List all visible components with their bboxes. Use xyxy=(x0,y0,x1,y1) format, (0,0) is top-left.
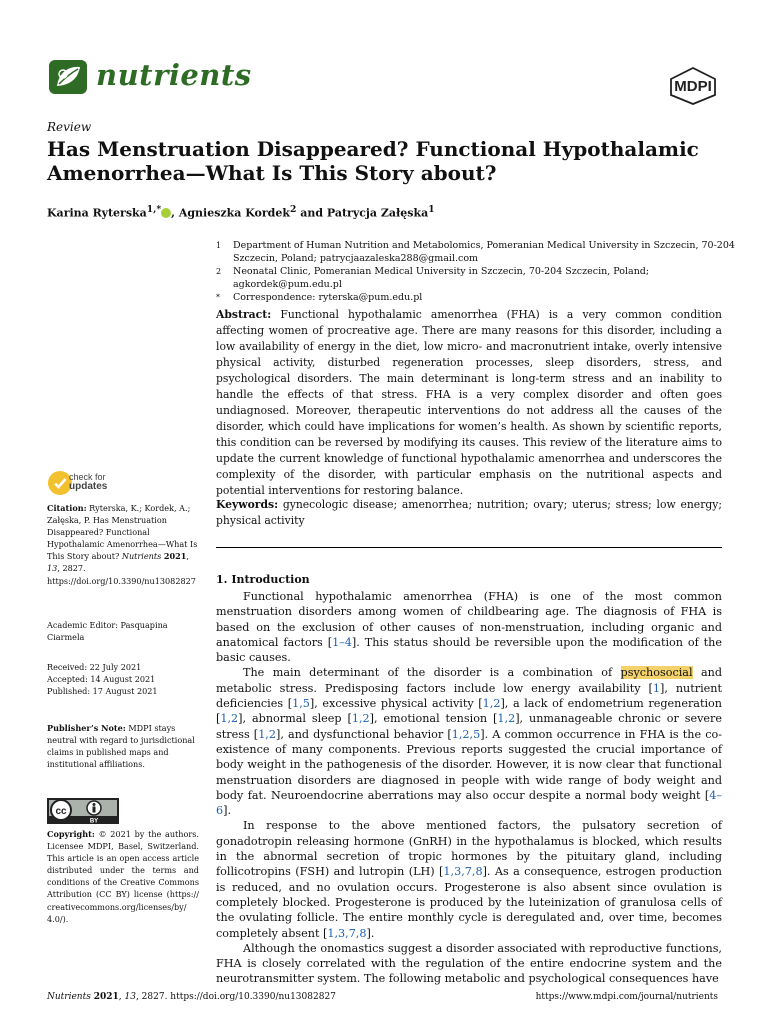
copyright-text: © 2021 by the authors. Licensee MDPI, Basel, Switzerland. This article is an open access article distributed under the terms and conditions of the Creative Commons Attribution (CC BY) license (https:// creativecommons.org/licenses/by/ 4.0/). xyxy=(47,829,199,924)
copyright-block xyxy=(47,828,199,925)
paragraph xyxy=(216,941,722,987)
page-footer xyxy=(47,992,718,1002)
section-title: Introduction xyxy=(231,573,310,586)
publisher-note xyxy=(47,722,199,770)
citation-ref-link[interactable]: 1,2 xyxy=(497,712,516,726)
keywords-text: gynecologic disease; amenorrhea; nutrition; ovary; uterus; stress; low energy; physical activity xyxy=(216,498,722,527)
received-date: Received: 22 July 2021 xyxy=(47,662,142,672)
affiliation-item xyxy=(216,239,736,265)
section-number: 1. xyxy=(216,573,228,586)
mdpi-logo xyxy=(668,65,718,105)
author-superscript: 2 xyxy=(290,204,297,215)
academic-editor: Academic Editor: Pasquapina Ciarmela xyxy=(47,620,168,643)
author-name[interactable]: Agnieszka Kordek xyxy=(178,206,290,220)
affiliation-text: Correspondence: ryterska@pum.edu.pl xyxy=(233,292,423,303)
citation-ref-link[interactable]: 1,3,7,8 xyxy=(443,865,483,879)
footer-volume: 13 xyxy=(124,992,136,1002)
footer-journal-url[interactable]: https://www.mdpi.com/journal/nutrients xyxy=(535,992,718,1002)
footer-journal: Nutrients xyxy=(47,992,91,1002)
publisher-note-text: MDPI stays neutral with regard to jurisdictional claims in published maps and institutional affiliations. xyxy=(47,723,195,770)
author-separator: , xyxy=(171,206,179,220)
body-text xyxy=(216,589,722,987)
footer-citation: Nutrients 2021, 13, 2827. https://doi.org/10.3390/nu13082827 xyxy=(47,992,336,1002)
affiliations xyxy=(216,239,736,304)
paragraph-text: ], emotional tension [ xyxy=(369,712,498,726)
citation-ref-link[interactable]: 1,2 xyxy=(482,697,501,711)
paragraph xyxy=(216,665,722,818)
author-superscript: 1,* xyxy=(146,204,162,215)
article-title: Has Menstruation Disappeared? Functional Hypothalamic Amenorrhea—What Is This Story about? xyxy=(47,137,699,185)
footer-doi[interactable]: , 2827. https://doi.org/10.3390/nu13082827 xyxy=(135,992,336,1002)
paragraph-text: ]. xyxy=(223,804,232,818)
cc-by-license-badge[interactable] xyxy=(47,798,119,824)
author-separator: and xyxy=(296,206,327,220)
section-heading xyxy=(216,573,310,586)
copyright-label: Copyright: xyxy=(47,829,95,839)
dates-block xyxy=(47,661,199,697)
citation-text: Ryterska, K.; Kordek, A.; Załęska, P. Has Menstruation Disappeared? Functional Hypothalamic Amenorrhea—What Is This Story about? xyxy=(47,503,198,562)
published-date: Published: 17 August 2021 xyxy=(47,686,158,697)
paragraph-text: ], and dysfunctional behavior [ xyxy=(275,727,452,741)
paragraph xyxy=(216,589,722,665)
citation-volume: 13 xyxy=(47,563,58,574)
abstract-label: Abstract: xyxy=(216,308,272,321)
paragraph-text: ], a lack of endometrium regeneration [ xyxy=(216,697,722,726)
paragraph-text: ]. This status should be reversible upon the modification of the basic causes. xyxy=(216,635,722,665)
paragraph-text: and metabolic stress. Predisposing factors include low energy availability [ xyxy=(216,666,723,695)
affiliation-mark: 1 xyxy=(216,241,222,250)
paragraph-text: ], nutrient deficiencies [ xyxy=(216,681,722,711)
abstract xyxy=(216,307,722,499)
paragraph-text: The main determinant of the disorder is a combination of xyxy=(243,666,621,680)
affiliation-item xyxy=(216,265,736,291)
section-divider xyxy=(216,547,722,548)
svg-text:cc: cc xyxy=(55,806,67,817)
citation-ref-link[interactable]: 1,3,7,8 xyxy=(327,926,367,940)
article-type: Review xyxy=(47,120,92,134)
citation-ref-link[interactable]: 1,2 xyxy=(258,727,276,741)
author-name[interactable]: Patrycja Załęska xyxy=(326,206,429,220)
paragraph-text: ], unmanageable chronic or severe stress [ xyxy=(216,712,722,741)
affiliation-text: Department of Human Nutrition and Metabolomics, Pomeranian Medical University in Szczecin, 70-204 Szczecin, Poland; patrycjaazaleska288@gmail.com xyxy=(233,240,735,264)
citation-ref-link[interactable]: 1–4 xyxy=(332,635,352,649)
keywords-label: Keywords: xyxy=(216,498,279,511)
citation-ref-link[interactable]: 1,5 xyxy=(292,697,310,711)
check-updates-line2: updates xyxy=(69,481,108,492)
paragraph-text: Functional hypothalamic amenorrhea (FHA) is one of the most common menstruation disorders among women of childbearing age. The diagnosis of FHA is based on the exclusion of other causes of non-menstruation, including organic and anatomical factors [ xyxy=(216,590,722,649)
paragraph-text: ]. xyxy=(366,926,375,940)
paragraph-text: ]. A common occurrence in FHA is the co-existence of many components. Previous reports suggested the crucial importance of body weight in the pathogenesis of the disorder. However, it is now clear that functional menstruation disorders are diagnosed in people with wide range of body weight and body fat. Neuroendocrine aberrations may also occur despite a normal body weight [ xyxy=(216,727,723,802)
paragraph-text: ], abnormal sleep [ xyxy=(238,712,352,726)
highlighted-text: psychosocial xyxy=(620,666,693,680)
paragraph-text: ]. As a consequence, estrogen production is reduced, and no ovulation occurs. Progesterone is also absent since ovulation is completely blocked. Progesterone is produced by the luteinization of granulosa cells of the ovulating follicle. The entire monthly cycle is deregulated and, over time, becomes completely absent [ xyxy=(216,865,722,940)
affiliation-mark: * xyxy=(216,293,220,302)
affiliation-mark: 2 xyxy=(216,267,222,276)
citation-ref-link[interactable]: 1,2 xyxy=(220,712,239,726)
nutrients-logo-icon xyxy=(47,58,89,96)
keywords xyxy=(216,497,722,529)
check-for-updates-badge[interactable] xyxy=(47,470,197,496)
abstract-text: Functional hypothalamic amenorrhea (FHA) is a very common condition affecting women of procreative age. There are many reasons for this disorder, including a low availability of energy in the diet, low micro- and macronutrient intake, overly intensive physical activity, disturbed regeneration processes, sleep disorders, stress, and psychological disorders. The main determinant is long-term stress and an inability to handle the effects of that stress. FHA is a very complex disorder and often goes undiagnosed. Moreover, therapeutic interventions do not address all the causes of the disorder, which could have implications for women’s health. As shown by scientific reports, this condition can be reversed by modifying its causes. This review of the literature aims to update the current knowledge of functional hypothalamic amenorrhea and underscores the complexity of the disorder, with particular emphasis on the nutritional aspects and potential interventions for restoring balance. xyxy=(216,308,722,497)
mdpi-logo-text: MDPI xyxy=(674,78,712,95)
paragraph-text: Although the onomastics suggest a disorder associated with reproductive functions, FHA is closely correlated with the regulation of the entire endocrine system and the neurotransmitter system. The following metabolic and psychological consequences have xyxy=(216,941,722,986)
paragraph xyxy=(216,818,722,940)
affiliation-item xyxy=(216,291,736,304)
citation-ref-link[interactable]: 4–6 xyxy=(216,788,722,818)
cc-by-text: BY xyxy=(89,818,99,824)
citation-ref-link[interactable]: 1 xyxy=(652,681,660,695)
journal-name: nutrients xyxy=(96,58,252,92)
paragraph-text: In response to the above mentioned factors, the pulsatory secretion of gonadotropin releasing hormone (GnRH) in the hypothalamus is blocked, which results in the abnormal secretion of tropic hormones by the pituitary gland, including follicotropins (FSH) and lutropin (LH) [ xyxy=(216,819,722,879)
paragraph-text: ], excessive physical activity [ xyxy=(309,697,483,711)
orcid-icon[interactable] xyxy=(161,208,171,218)
check-updates-line1: check for xyxy=(69,472,106,482)
accepted-date: Accepted: 14 August 2021 xyxy=(47,674,156,685)
citation-rest[interactable]: , 2827. https://doi.org/10.3390/nu13082827 xyxy=(47,563,196,586)
citation-ref-link[interactable]: 1,2 xyxy=(351,712,370,726)
citation-year: 2021 xyxy=(163,551,187,562)
citation-ref-link[interactable]: 1,2,5 xyxy=(451,727,481,741)
author-list xyxy=(47,204,435,220)
author-name[interactable]: Karina Ryterska xyxy=(47,206,147,220)
citation-label: Citation: xyxy=(47,503,87,513)
citation-journal: Nutrients xyxy=(121,551,162,562)
author-superscript: 1 xyxy=(428,204,435,215)
citation-block: Citation: Ryterska, K.; Kordek, A.; Załęska, P. Has Menstruation Disappeared? Functional Hypothalamic Amenorrhea—What Is This Story about? Nutrients 2021, 13, 2827. https://doi.org/10.3390/nu13082827 xyxy=(47,503,198,586)
publisher-note-label: Publisher’s Note: xyxy=(47,723,126,733)
affiliation-text: Neonatal Clinic, Pomeranian Medical University in Szczecin, 70-204 Szczecin, Poland; agkordek@pum.edu.pl xyxy=(233,266,650,290)
footer-year: 2021 xyxy=(93,992,119,1002)
